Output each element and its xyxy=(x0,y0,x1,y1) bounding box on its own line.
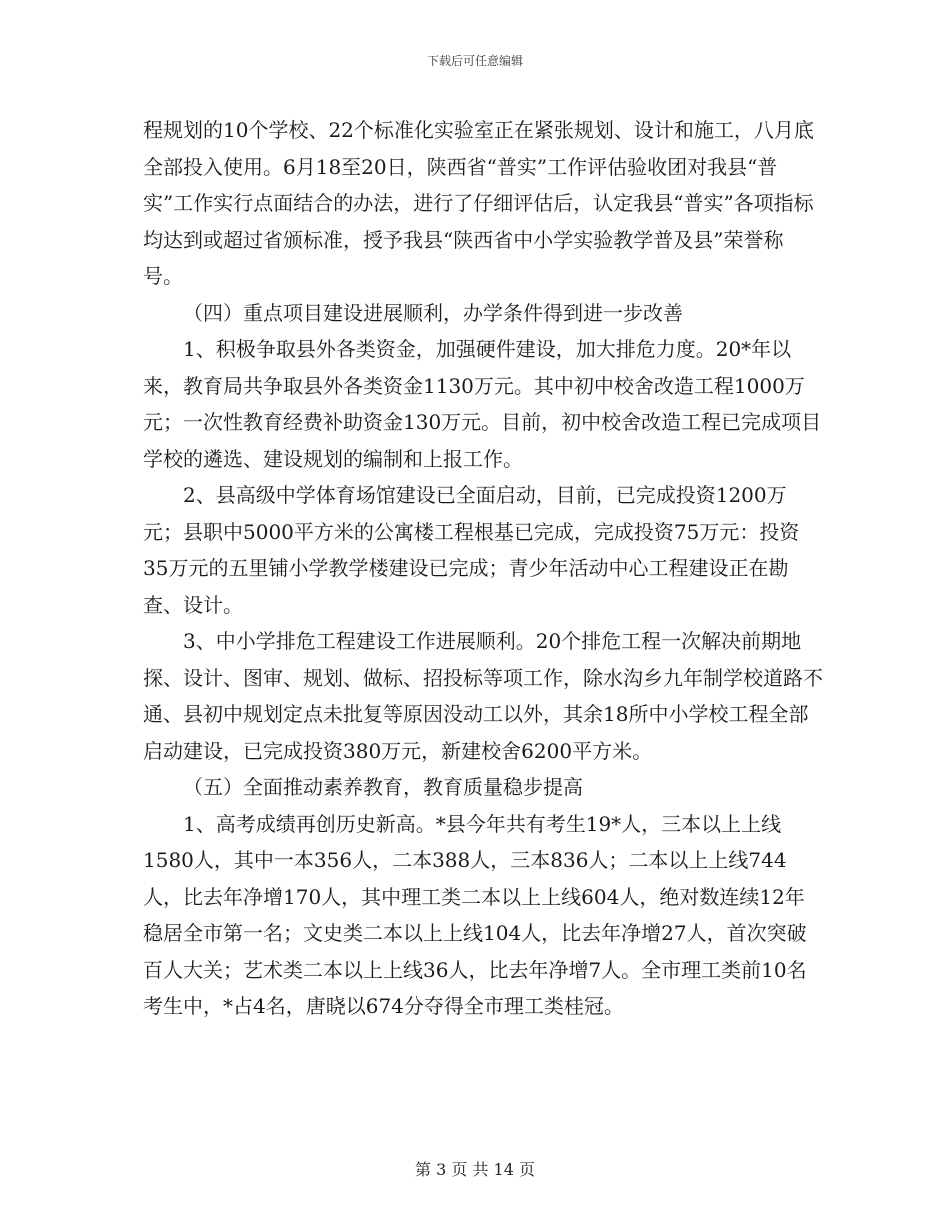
section-heading-5: （五）全面推动素养教育，教育质量稳步提高 xyxy=(183,775,583,799)
page-number: 第 3 页 共 14 页 xyxy=(415,1160,535,1179)
page-header: 下载后可任意编辑 xyxy=(426,54,523,68)
paragraph: 2、县高级中学体育场馆建设已全面启动，目前，已完成投资1200万元；县职中5000平方米的公寓楼工程根基已完成，完成投资75万元：投资35万元的五里铺小学教学楼建设已完成；青少年活动中心工程建设正在勘查、设计。 xyxy=(143,483,800,617)
paragraph: 3、中小学排危工程建设工作进展顺利。20个排危工程一次解决前期地探、设计、图审、规划、做标、招投标等项工作，除水沟乡九年制学校道路不通、县初中规划定点未批复等原因没动工以外，其余18所中小学校工程全部启动建设，已完成投资380万元，新建校舍6200平方米。 xyxy=(143,629,823,763)
section-heading-4: （四）重点项目建设进展顺利，办学条件得到进一步改善 xyxy=(183,300,683,325)
paragraph: 1、积极争取县外各类资金，加强硬件建设，加大排危力度。20*年以来，教育局共争取县外各类资金1130万元。其中初中校舍改造工程1000万元；一次性教育经费补助资金130万元。目前，初中校舍改造工程已完成项目学校的遴选、建设规划的编制和上报工作。 xyxy=(143,337,822,471)
paragraph-continuation: 程规划的10个学校、22个标准化实验室正在紧张规划、设计和施工，八月底全部投入使用。6月18至20日，陕西省“普实”工作评估验收团对我县“普实”工作实行点面结合的办法，进行了仔细评估后，认定我县“普实”各项指标均达到或超过省颁标准，授予我县“陕西省中小学实验教学普及县”荣誉称号。 xyxy=(143,118,814,288)
paragraph: 1、高考成绩再创历史新高。*县今年共有考生19*人，三本以上上线1580人，其中一本356人，二本388人，三本836人；二本以上上线744人，比去年净增170人，其中理工类二本以上上线604人，绝对数连续12年稳居全市第一名；文史类二本以上上线104人，比去年净增27人，首次突破百人大关；艺术类二本以上上线36人，比去年净增7人。全市理工类前10名考生中，*占4名，唐晓以674分夺得全市理工类桂冠。 xyxy=(143,811,807,1018)
document-body xyxy=(143,112,823,1025)
